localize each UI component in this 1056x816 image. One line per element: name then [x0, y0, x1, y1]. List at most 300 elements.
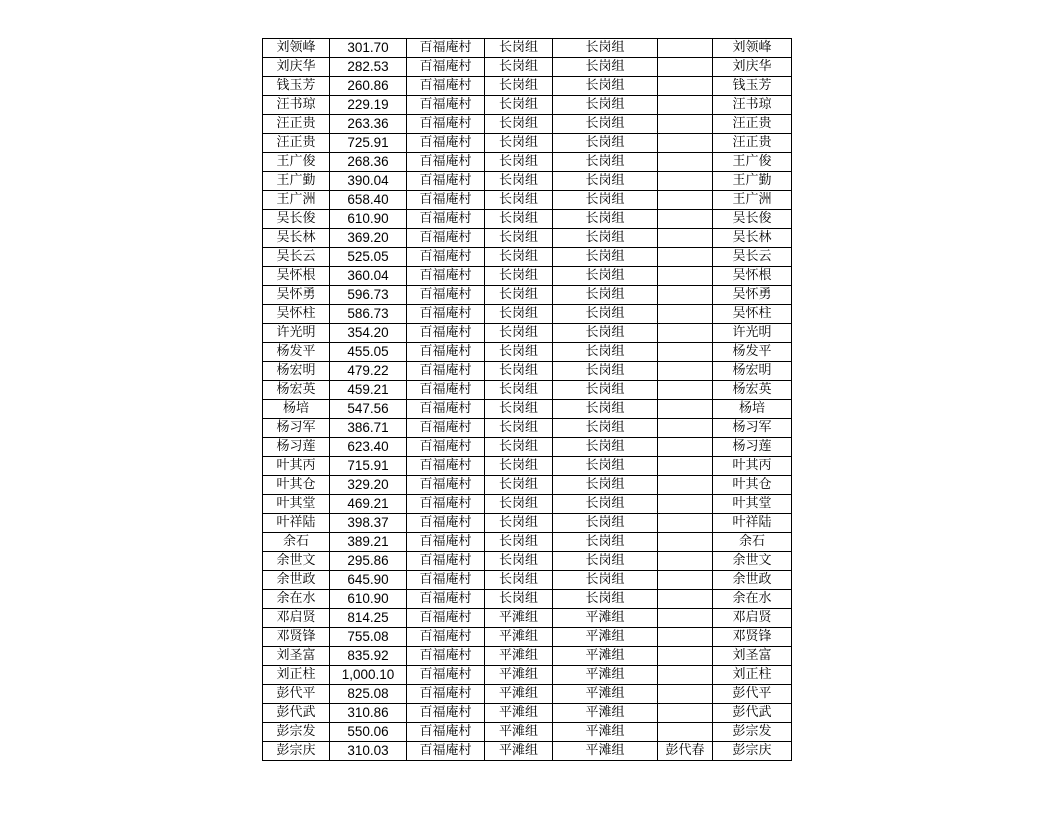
table-row — [263, 58, 792, 77]
holder-cell: 彭代春 — [658, 742, 713, 761]
name-cell: 吴长云 — [263, 248, 330, 267]
village-cell: 百福庵村 — [407, 419, 485, 438]
table-row — [263, 324, 792, 343]
name-cell: 杨宏明 — [263, 362, 330, 381]
amount-cell: 310.03 — [330, 742, 407, 761]
name-cell: 杨习军 — [263, 419, 330, 438]
subgroup-cell: 长岗组 — [553, 210, 658, 229]
payee-cell: 彭代武 — [713, 704, 792, 723]
subgroup-cell: 长岗组 — [553, 495, 658, 514]
group-cell: 长岗组 — [485, 172, 553, 191]
name-cell: 杨培 — [263, 400, 330, 419]
group-cell: 长岗组 — [485, 267, 553, 286]
amount-cell: 329.20 — [330, 476, 407, 495]
amount-cell: 550.06 — [330, 723, 407, 742]
payee-cell: 吴长俊 — [713, 210, 792, 229]
village-cell: 百福庵村 — [407, 590, 485, 609]
name-cell: 杨宏英 — [263, 381, 330, 400]
name-cell: 许光明 — [263, 324, 330, 343]
holder-cell — [658, 647, 713, 666]
name-cell: 王广洲 — [263, 191, 330, 210]
holder-cell — [658, 419, 713, 438]
group-cell: 平滩组 — [485, 723, 553, 742]
payee-cell: 许光明 — [713, 324, 792, 343]
name-cell: 彭代武 — [263, 704, 330, 723]
group-cell: 长岗组 — [485, 58, 553, 77]
group-cell: 平滩组 — [485, 647, 553, 666]
subgroup-cell: 长岗组 — [553, 248, 658, 267]
name-cell: 彭代平 — [263, 685, 330, 704]
amount-cell: 389.21 — [330, 533, 407, 552]
village-cell: 百福庵村 — [407, 457, 485, 476]
group-cell: 长岗组 — [485, 248, 553, 267]
group-cell: 长岗组 — [485, 343, 553, 362]
payee-cell: 汪正贵 — [713, 115, 792, 134]
subgroup-cell: 长岗组 — [553, 229, 658, 248]
subgroup-cell: 长岗组 — [553, 362, 658, 381]
amount-cell: 360.04 — [330, 267, 407, 286]
payee-cell: 余世文 — [713, 552, 792, 571]
group-cell: 长岗组 — [485, 305, 553, 324]
village-cell: 百福庵村 — [407, 172, 485, 191]
village-cell: 百福庵村 — [407, 248, 485, 267]
subgroup-cell: 长岗组 — [553, 438, 658, 457]
subgroup-cell: 长岗组 — [553, 39, 658, 58]
payee-cell: 叶祥陆 — [713, 514, 792, 533]
payee-cell: 余在水 — [713, 590, 792, 609]
group-cell: 长岗组 — [485, 191, 553, 210]
holder-cell — [658, 552, 713, 571]
group-cell: 长岗组 — [485, 495, 553, 514]
name-cell: 汪正贵 — [263, 134, 330, 153]
holder-cell — [658, 685, 713, 704]
village-cell: 百福庵村 — [407, 191, 485, 210]
name-cell: 余在水 — [263, 590, 330, 609]
subgroup-cell: 长岗组 — [553, 457, 658, 476]
name-cell: 吴怀根 — [263, 267, 330, 286]
amount-cell: 623.40 — [330, 438, 407, 457]
group-cell: 长岗组 — [485, 381, 553, 400]
holder-cell — [658, 514, 713, 533]
name-cell: 汪书琼 — [263, 96, 330, 115]
payee-cell: 叶其丙 — [713, 457, 792, 476]
group-cell: 长岗组 — [485, 552, 553, 571]
group-cell: 长岗组 — [485, 476, 553, 495]
village-cell: 百福庵村 — [407, 628, 485, 647]
table-row — [263, 362, 792, 381]
name-cell: 刘庆华 — [263, 58, 330, 77]
holder-cell — [658, 666, 713, 685]
holder-cell — [658, 115, 713, 134]
name-cell: 余世政 — [263, 571, 330, 590]
name-cell: 吴怀柱 — [263, 305, 330, 324]
village-cell: 百福庵村 — [407, 742, 485, 761]
payee-cell: 余世政 — [713, 571, 792, 590]
group-cell: 长岗组 — [485, 286, 553, 305]
holder-cell — [658, 172, 713, 191]
table-row — [263, 666, 792, 685]
holder-cell — [658, 438, 713, 457]
name-cell: 邓启贤 — [263, 609, 330, 628]
village-cell: 百福庵村 — [407, 267, 485, 286]
name-cell: 王广俊 — [263, 153, 330, 172]
table-row — [263, 77, 792, 96]
amount-cell: 586.73 — [330, 305, 407, 324]
payee-cell: 彭宗发 — [713, 723, 792, 742]
subgroup-cell: 长岗组 — [553, 96, 658, 115]
group-cell: 长岗组 — [485, 210, 553, 229]
holder-cell — [658, 533, 713, 552]
table-row — [263, 229, 792, 248]
holder-cell — [658, 457, 713, 476]
payee-cell: 杨培 — [713, 400, 792, 419]
amount-cell: 1,000.10 — [330, 666, 407, 685]
amount-cell: 386.71 — [330, 419, 407, 438]
amount-cell: 469.21 — [330, 495, 407, 514]
group-cell: 平滩组 — [485, 628, 553, 647]
group-cell: 长岗组 — [485, 229, 553, 248]
table-row — [263, 609, 792, 628]
name-cell: 叶其仓 — [263, 476, 330, 495]
village-cell: 百福庵村 — [407, 324, 485, 343]
name-cell: 彭宗庆 — [263, 742, 330, 761]
table-row — [263, 248, 792, 267]
amount-cell: 610.90 — [330, 590, 407, 609]
group-cell: 平滩组 — [485, 666, 553, 685]
subgroup-cell: 平滩组 — [553, 666, 658, 685]
subgroup-cell: 长岗组 — [553, 590, 658, 609]
table-row — [263, 210, 792, 229]
subgroup-cell: 长岗组 — [553, 134, 658, 153]
holder-cell — [658, 77, 713, 96]
payee-cell: 刘庆华 — [713, 58, 792, 77]
table-row — [263, 742, 792, 761]
amount-cell: 390.04 — [330, 172, 407, 191]
group-cell: 长岗组 — [485, 39, 553, 58]
subgroup-cell: 长岗组 — [553, 571, 658, 590]
village-cell: 百福庵村 — [407, 400, 485, 419]
name-cell: 邓贤锋 — [263, 628, 330, 647]
name-cell: 余石 — [263, 533, 330, 552]
amount-cell: 479.22 — [330, 362, 407, 381]
holder-cell — [658, 248, 713, 267]
village-cell: 百福庵村 — [407, 533, 485, 552]
holder-cell — [658, 286, 713, 305]
amount-cell: 610.90 — [330, 210, 407, 229]
holder-cell — [658, 305, 713, 324]
amount-cell: 825.08 — [330, 685, 407, 704]
amount-cell: 525.05 — [330, 248, 407, 267]
name-cell: 刘圣富 — [263, 647, 330, 666]
table-row — [263, 685, 792, 704]
group-cell: 长岗组 — [485, 77, 553, 96]
village-cell: 百福庵村 — [407, 134, 485, 153]
group-cell: 长岗组 — [485, 438, 553, 457]
group-cell: 平滩组 — [485, 742, 553, 761]
group-cell: 长岗组 — [485, 590, 553, 609]
table-row — [263, 400, 792, 419]
village-cell: 百福庵村 — [407, 704, 485, 723]
subgroup-cell: 长岗组 — [553, 533, 658, 552]
group-cell: 长岗组 — [485, 96, 553, 115]
subgroup-cell: 平滩组 — [553, 742, 658, 761]
amount-cell: 459.21 — [330, 381, 407, 400]
table-row — [263, 267, 792, 286]
amount-cell: 455.05 — [330, 343, 407, 362]
table-row — [263, 96, 792, 115]
subgroup-cell: 长岗组 — [553, 514, 658, 533]
subgroup-cell: 长岗组 — [553, 381, 658, 400]
table-row — [263, 191, 792, 210]
group-cell: 长岗组 — [485, 134, 553, 153]
table-row — [263, 457, 792, 476]
amount-cell: 725.91 — [330, 134, 407, 153]
subgroup-cell: 长岗组 — [553, 400, 658, 419]
holder-cell — [658, 723, 713, 742]
table-row — [263, 39, 792, 58]
payee-cell: 彭代平 — [713, 685, 792, 704]
name-cell: 刘领峰 — [263, 39, 330, 58]
amount-cell: 547.56 — [330, 400, 407, 419]
payee-cell: 彭宗庆 — [713, 742, 792, 761]
payee-cell: 吴怀柱 — [713, 305, 792, 324]
village-cell: 百福庵村 — [407, 476, 485, 495]
payee-cell: 杨习军 — [713, 419, 792, 438]
amount-cell: 658.40 — [330, 191, 407, 210]
table-row — [263, 647, 792, 666]
name-cell: 彭宗发 — [263, 723, 330, 742]
subgroup-cell: 长岗组 — [553, 476, 658, 495]
group-cell: 长岗组 — [485, 571, 553, 590]
table-row — [263, 381, 792, 400]
holder-cell — [658, 571, 713, 590]
holder-cell — [658, 400, 713, 419]
amount-cell: 369.20 — [330, 229, 407, 248]
amount-cell: 295.86 — [330, 552, 407, 571]
payee-cell: 杨发平 — [713, 343, 792, 362]
village-cell: 百福庵村 — [407, 77, 485, 96]
payee-cell: 王广俊 — [713, 153, 792, 172]
table-row — [263, 172, 792, 191]
subgroup-cell: 长岗组 — [553, 305, 658, 324]
table-row — [263, 286, 792, 305]
holder-cell — [658, 590, 713, 609]
holder-cell — [658, 229, 713, 248]
amount-cell: 835.92 — [330, 647, 407, 666]
amount-cell: 282.53 — [330, 58, 407, 77]
subgroup-cell: 长岗组 — [553, 191, 658, 210]
payee-cell: 王广洲 — [713, 191, 792, 210]
group-cell: 长岗组 — [485, 153, 553, 172]
group-cell: 长岗组 — [485, 514, 553, 533]
subgroup-cell: 长岗组 — [553, 286, 658, 305]
village-cell: 百福庵村 — [407, 305, 485, 324]
holder-cell — [658, 96, 713, 115]
table-row — [263, 704, 792, 723]
group-cell: 长岗组 — [485, 115, 553, 134]
amount-cell: 268.36 — [330, 153, 407, 172]
table-row — [263, 514, 792, 533]
village-cell: 百福庵村 — [407, 362, 485, 381]
table-row — [263, 723, 792, 742]
village-cell: 百福庵村 — [407, 438, 485, 457]
subgroup-cell: 长岗组 — [553, 552, 658, 571]
table-body — [263, 39, 792, 761]
amount-cell: 715.91 — [330, 457, 407, 476]
table-row — [263, 495, 792, 514]
group-cell: 长岗组 — [485, 533, 553, 552]
payee-cell: 杨宏明 — [713, 362, 792, 381]
table-row — [263, 153, 792, 172]
subgroup-cell: 平滩组 — [553, 723, 658, 742]
payee-cell: 钱玉芳 — [713, 77, 792, 96]
subgroup-cell: 长岗组 — [553, 58, 658, 77]
amount-cell: 398.37 — [330, 514, 407, 533]
village-cell: 百福庵村 — [407, 495, 485, 514]
payee-cell: 刘圣富 — [713, 647, 792, 666]
subgroup-cell: 长岗组 — [553, 267, 658, 286]
subgroup-cell: 平滩组 — [553, 628, 658, 647]
holder-cell — [658, 609, 713, 628]
table-row — [263, 476, 792, 495]
payee-cell: 汪书琼 — [713, 96, 792, 115]
subgroup-cell: 平滩组 — [553, 647, 658, 666]
village-cell: 百福庵村 — [407, 381, 485, 400]
name-cell: 刘正柱 — [263, 666, 330, 685]
group-cell: 长岗组 — [485, 419, 553, 438]
group-cell: 长岗组 — [485, 362, 553, 381]
name-cell: 王广勤 — [263, 172, 330, 191]
payee-cell: 王广勤 — [713, 172, 792, 191]
table-row — [263, 552, 792, 571]
village-cell: 百福庵村 — [407, 153, 485, 172]
amount-cell: 301.70 — [330, 39, 407, 58]
name-cell: 汪正贵 — [263, 115, 330, 134]
subgroup-cell: 长岗组 — [553, 115, 658, 134]
holder-cell — [658, 191, 713, 210]
holder-cell — [658, 134, 713, 153]
amount-cell: 263.36 — [330, 115, 407, 134]
table-row — [263, 571, 792, 590]
payee-cell: 刘领峰 — [713, 39, 792, 58]
subgroup-cell: 长岗组 — [553, 153, 658, 172]
name-cell: 杨习莲 — [263, 438, 330, 457]
holder-cell — [658, 324, 713, 343]
table-row — [263, 115, 792, 134]
village-cell: 百福庵村 — [407, 96, 485, 115]
payee-cell: 叶其堂 — [713, 495, 792, 514]
holder-cell — [658, 476, 713, 495]
holder-cell — [658, 210, 713, 229]
payee-cell: 杨宏英 — [713, 381, 792, 400]
payment-table — [262, 38, 792, 761]
payee-cell: 刘正柱 — [713, 666, 792, 685]
village-cell: 百福庵村 — [407, 210, 485, 229]
village-cell: 百福庵村 — [407, 58, 485, 77]
amount-cell: 310.86 — [330, 704, 407, 723]
village-cell: 百福庵村 — [407, 39, 485, 58]
group-cell: 平滩组 — [485, 685, 553, 704]
village-cell: 百福庵村 — [407, 666, 485, 685]
name-cell: 钱玉芳 — [263, 77, 330, 96]
payee-cell: 汪正贵 — [713, 134, 792, 153]
group-cell: 平滩组 — [485, 609, 553, 628]
amount-cell: 354.20 — [330, 324, 407, 343]
village-cell: 百福庵村 — [407, 343, 485, 362]
name-cell: 吴长俊 — [263, 210, 330, 229]
name-cell: 叶其堂 — [263, 495, 330, 514]
name-cell: 吴怀勇 — [263, 286, 330, 305]
village-cell: 百福庵村 — [407, 609, 485, 628]
name-cell: 吴长林 — [263, 229, 330, 248]
amount-cell: 596.73 — [330, 286, 407, 305]
subgroup-cell: 长岗组 — [553, 77, 658, 96]
village-cell: 百福庵村 — [407, 229, 485, 248]
village-cell: 百福庵村 — [407, 723, 485, 742]
name-cell: 叶祥陆 — [263, 514, 330, 533]
amount-cell: 755.08 — [330, 628, 407, 647]
village-cell: 百福庵村 — [407, 514, 485, 533]
amount-cell: 814.25 — [330, 609, 407, 628]
table-row — [263, 628, 792, 647]
holder-cell — [658, 343, 713, 362]
payee-cell: 叶其仓 — [713, 476, 792, 495]
group-cell: 长岗组 — [485, 324, 553, 343]
name-cell: 余世文 — [263, 552, 330, 571]
group-cell: 平滩组 — [485, 704, 553, 723]
village-cell: 百福庵村 — [407, 571, 485, 590]
table-row — [263, 533, 792, 552]
holder-cell — [658, 628, 713, 647]
payee-cell: 邓贤锋 — [713, 628, 792, 647]
holder-cell — [658, 704, 713, 723]
village-cell: 百福庵村 — [407, 115, 485, 134]
amount-cell: 260.86 — [330, 77, 407, 96]
payee-cell: 吴怀勇 — [713, 286, 792, 305]
amount-cell: 229.19 — [330, 96, 407, 115]
table-row — [263, 419, 792, 438]
table-row — [263, 438, 792, 457]
table-row — [263, 134, 792, 153]
subgroup-cell: 长岗组 — [553, 172, 658, 191]
name-cell: 叶其丙 — [263, 457, 330, 476]
payee-cell: 杨习莲 — [713, 438, 792, 457]
village-cell: 百福庵村 — [407, 552, 485, 571]
holder-cell — [658, 58, 713, 77]
payee-cell: 吴长云 — [713, 248, 792, 267]
holder-cell — [658, 39, 713, 58]
payee-cell: 邓启贤 — [713, 609, 792, 628]
table-row — [263, 305, 792, 324]
subgroup-cell: 长岗组 — [553, 324, 658, 343]
holder-cell — [658, 495, 713, 514]
subgroup-cell: 平滩组 — [553, 704, 658, 723]
holder-cell — [658, 267, 713, 286]
payee-cell: 余石 — [713, 533, 792, 552]
name-cell: 杨发平 — [263, 343, 330, 362]
table-row — [263, 343, 792, 362]
holder-cell — [658, 153, 713, 172]
group-cell: 长岗组 — [485, 457, 553, 476]
subgroup-cell: 平滩组 — [553, 609, 658, 628]
village-cell: 百福庵村 — [407, 685, 485, 704]
holder-cell — [658, 381, 713, 400]
group-cell: 长岗组 — [485, 400, 553, 419]
holder-cell — [658, 362, 713, 381]
subgroup-cell: 长岗组 — [553, 419, 658, 438]
village-cell: 百福庵村 — [407, 286, 485, 305]
village-cell: 百福庵村 — [407, 647, 485, 666]
